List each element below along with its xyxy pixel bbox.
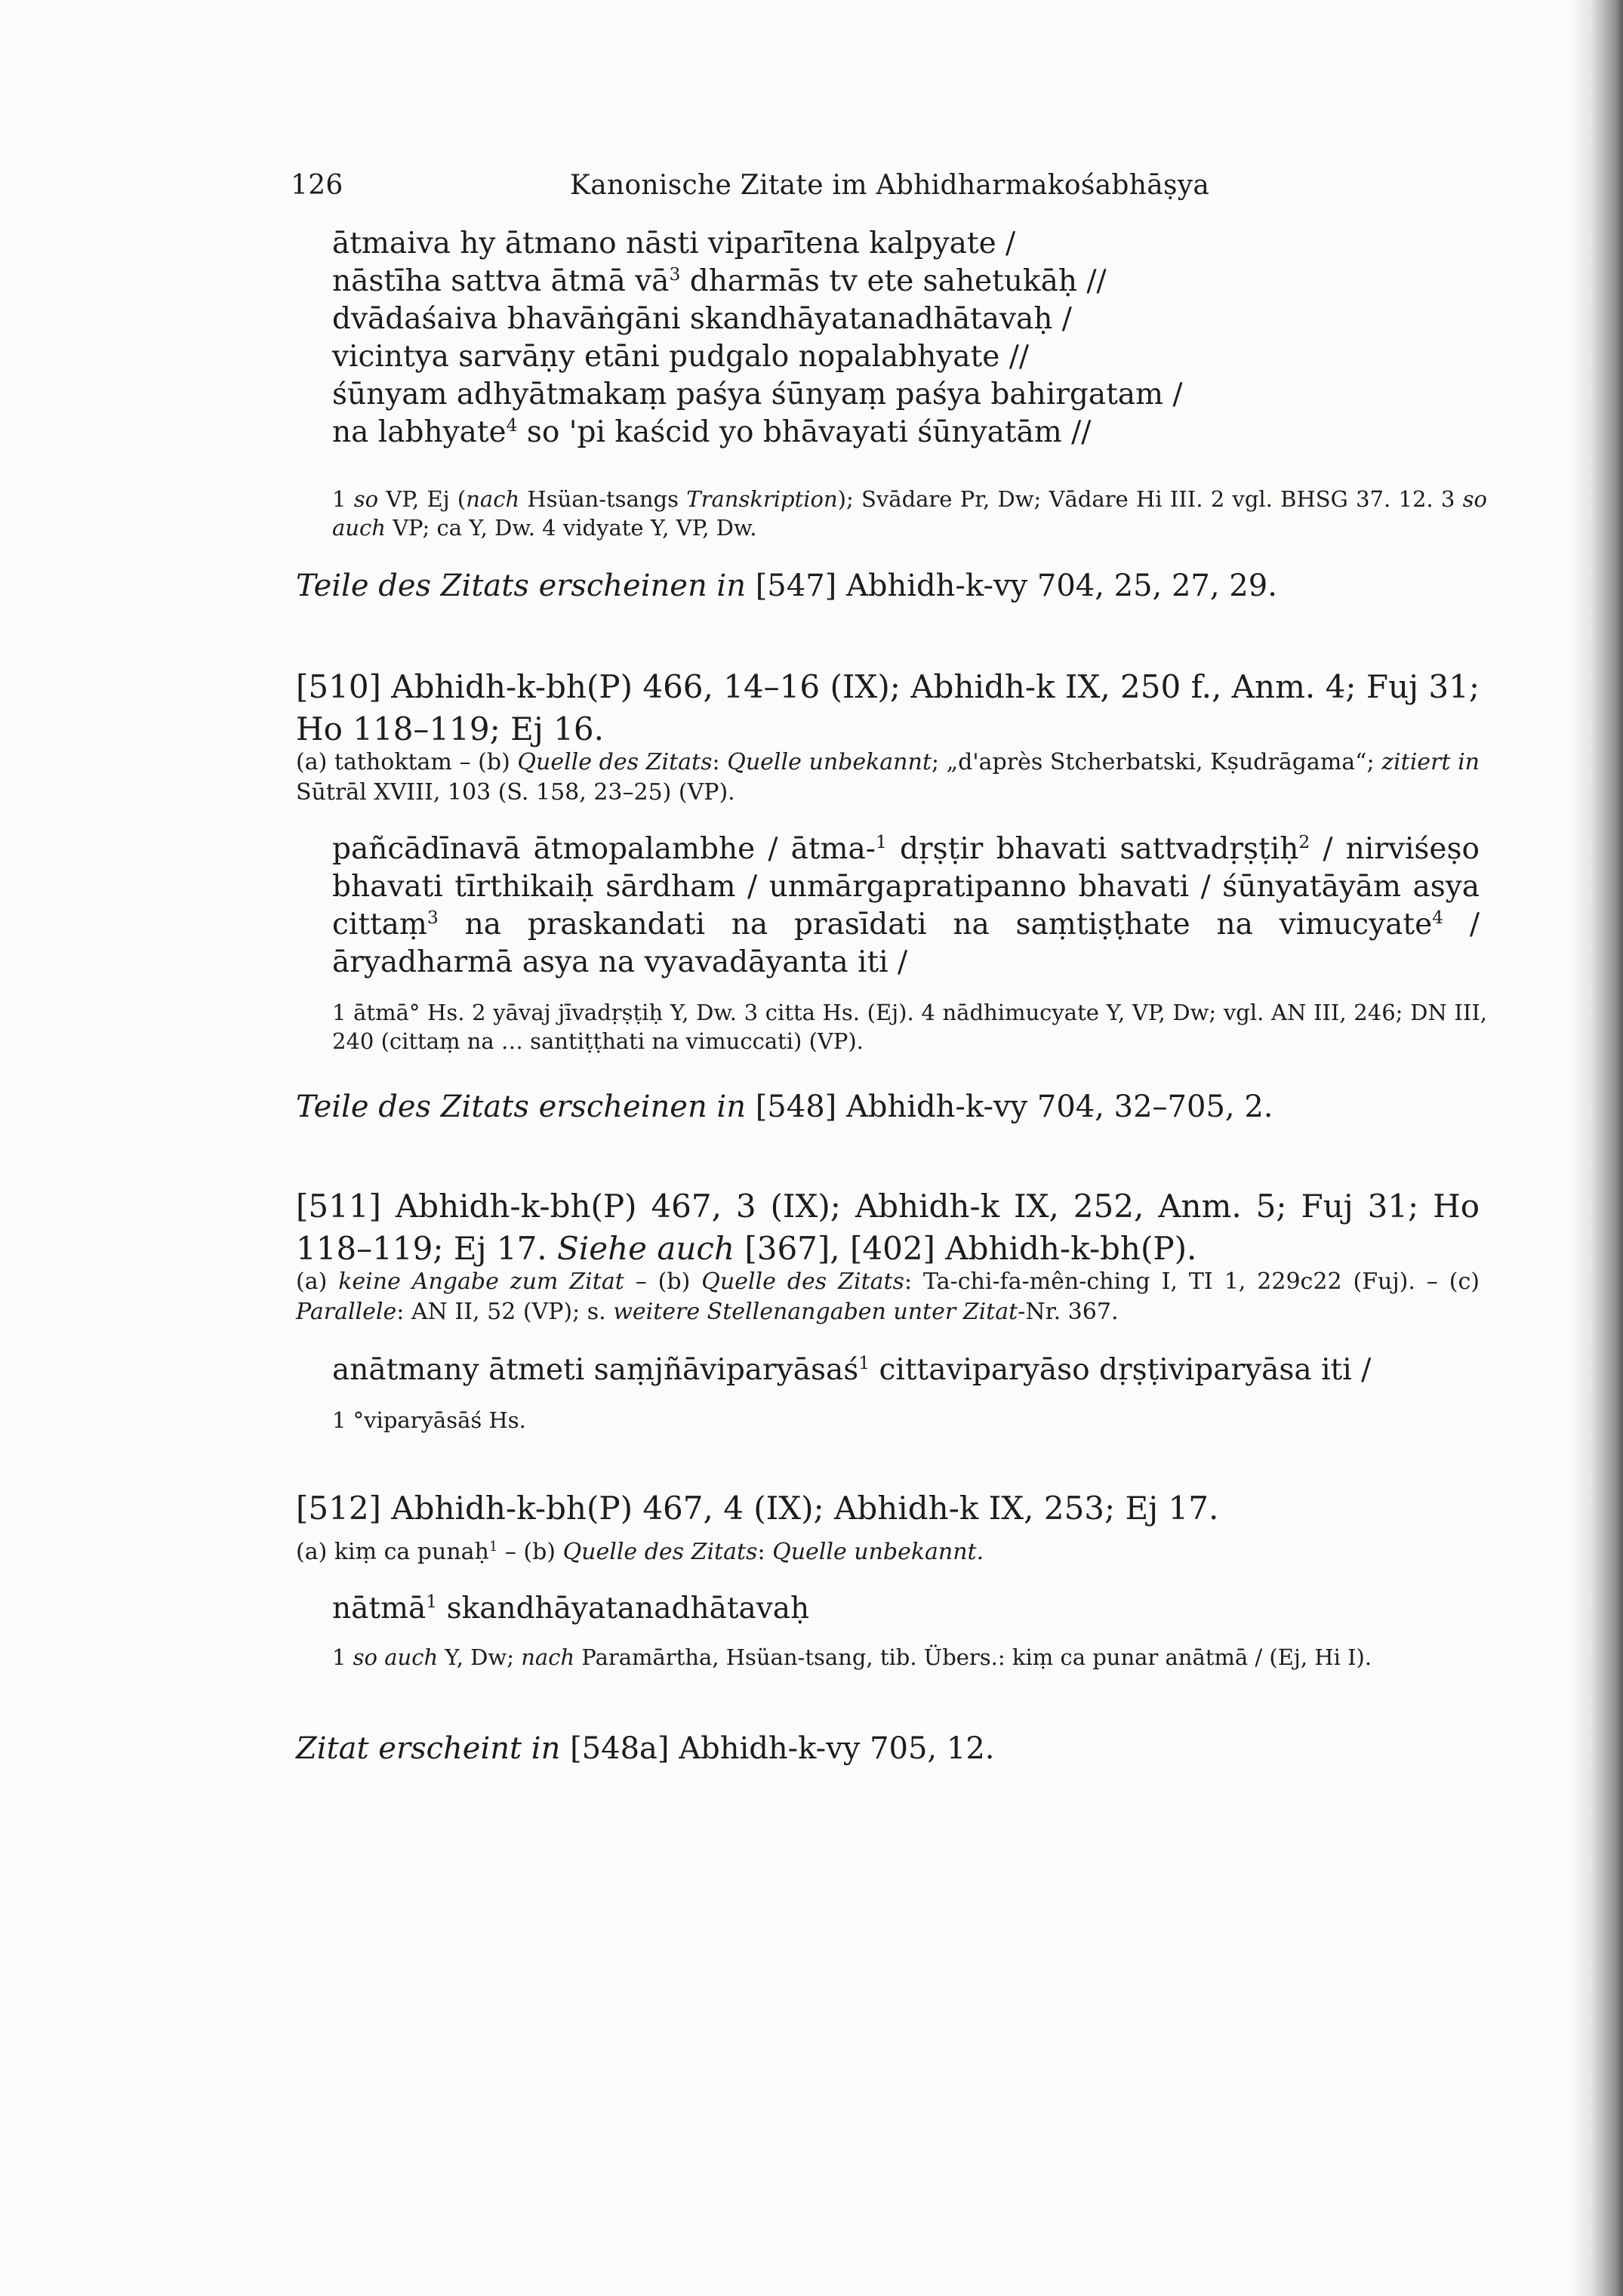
footnotes-510: [332, 998, 1487, 1056]
text-segment: Y, Dw;: [438, 1644, 522, 1670]
text-segment: dharmās tv ete sahetukāḥ //: [680, 264, 1107, 298]
entry-meta-510: [296, 747, 1480, 808]
running-title: Kanonische Zitate im Abhidharmakośabhāṣya: [570, 170, 1210, 201]
text-segment: / nirviśeṣo bhavati tīrthikaiḥ sārdham / unmārgapratipanno bhavati / śūnyatāyām asya cittaṃ: [332, 832, 1480, 942]
text-segment: dṛṣṭir bhavati sattvadṛṣṭiḥ: [886, 832, 1299, 866]
text-segment: nach: [521, 1644, 575, 1670]
text-segment: – (b): [624, 1268, 702, 1295]
text-segment: skandhāyatanadhātavaḥ: [437, 1592, 810, 1626]
entry-heading-510: [510] Abhidh-k-bh(P) 466, 14–16 (IX); Abhidh-k IX, 250 f., Anm. 4; Fuj 31; Ho 118–119; Ej 16.: [296, 668, 1480, 747]
text-segment: zitiert in: [1381, 749, 1480, 775]
text-segment: so auch: [332, 486, 1487, 541]
text-segment: 1 ātmā° Hs. 2 yāvaj jīvadṛṣṭiḥ Y, Dw. 3 citta Hs. (Ej). 4 nādhimucyate Y, VP, Dw; vgl. AN III, 246; DN III, 240 (cittaṃ na … santiṭṭhati na vimuccati) (VP).: [332, 1000, 1487, 1054]
text-segment: :: [712, 749, 728, 775]
text-segment: weitere Stellenangaben unter Zitat-: [613, 1299, 1026, 1325]
verse-line: [332, 300, 1510, 338]
text-segment: ātmaiva hy ātmano nāsti viparītena kalpyate /: [332, 227, 1016, 260]
text-segment: [511] Abhidh-k-bh(P) 467, 3 (IX); Abhidh-k IX, 252, Anm. 5; Fuj 31; Ho 118–119; Ej 17.: [296, 1188, 1480, 1267]
entry-meta-512: [296, 1537, 1480, 1567]
text-segment: Quelle unbekannt: [727, 749, 932, 775]
text-segment: nach: [466, 486, 520, 512]
text-segment: ); Svādare Pr, Dw; Vādare Hi III. 2 vgl. BHSG 37. 12. 3: [837, 486, 1463, 512]
text-segment: Sūtrāl XVIII, 103 (S. 158, 23–25) (VP).: [296, 779, 735, 806]
text-segment: ; „d'après Stcherbatski, Kṣudrāgama“;: [931, 749, 1382, 775]
footnote-marker: 3: [427, 907, 439, 928]
entry-text-510: [332, 831, 1480, 982]
footnote-marker: 1: [426, 1591, 438, 1612]
text-segment: Quelle des Zitats: [562, 1539, 758, 1565]
cross-reference-510: [296, 1087, 1480, 1126]
text-segment: 1: [332, 486, 354, 512]
text-segment: (a) tathoktam – (b): [296, 749, 518, 775]
footnote-marker: 4: [506, 415, 518, 436]
text-segment: Hsüan-tsangs: [519, 486, 687, 512]
text-segment: / āryadharmā asya na vyavadāyanta iti /: [332, 908, 1480, 979]
text-segment: pañcādīnavā ātmopalambhe / ātma-: [332, 832, 876, 866]
page-number: 126: [291, 170, 343, 201]
text-segment: Siehe auch: [557, 1230, 735, 1267]
text-segment: so: [353, 486, 379, 512]
footnote-marker: 1: [488, 1539, 498, 1555]
text-segment: so 'pi kaścid yo bhāvayati śūnyatām //: [517, 415, 1092, 449]
text-segment: Quelle des Zitats: [517, 749, 713, 775]
text-segment: nātmā: [332, 1592, 427, 1626]
text-segment: Parallele: [296, 1299, 397, 1325]
text-segment: [548a] Abhidh-k-vy 705, 12.: [560, 1731, 995, 1766]
text-segment: – (b): [497, 1539, 563, 1565]
footnotes: [332, 485, 1487, 542]
text-segment: 1: [332, 1644, 353, 1670]
entry-heading-511: [296, 1185, 1480, 1270]
entry-text-512: [332, 1590, 1480, 1628]
text-segment: cittaviparyāso dṛṣṭiviparyāsa iti /: [870, 1353, 1372, 1387]
footnote-marker: 3: [669, 264, 681, 285]
text-segment: na praskandati na prasīdati na saṃtiṣṭhate na vimucyate: [438, 908, 1433, 942]
verse-line: [332, 263, 1510, 300]
text-segment: dvādaśaiva bhavāṅgāni skandhāyatanadhātavaḥ /: [332, 302, 1072, 336]
text-segment: keine Angabe zum Zitat: [338, 1268, 624, 1295]
text-segment: anātmany ātmeti saṃjñāviparyāsaś: [332, 1353, 859, 1387]
text-segment: [367], [402] Abhidh-k-bh(P).: [735, 1230, 1197, 1267]
text-segment: [547] Abhidh-k-vy 704, 25, 27, 29.: [745, 569, 1277, 603]
text-segment: 1 °viparyāsāś Hs.: [332, 1407, 526, 1433]
scan-edge-shadow: [1570, 0, 1623, 2296]
entry-meta-511: [296, 1267, 1480, 1327]
text-segment: Teile des Zitats erscheinen in: [296, 1089, 746, 1124]
text-segment: : Ta-chi-fa-mên-ching I, TI 1, 229c22 (Fuj). – (c): [904, 1268, 1480, 1295]
text-segment: Nr. 367.: [1025, 1299, 1119, 1325]
verse-line: [332, 225, 1510, 263]
verse-line: [332, 414, 1510, 451]
text-segment: : AN II, 52 (VP); s.: [396, 1299, 614, 1325]
verse-line: [332, 338, 1510, 376]
text-segment: VP, Ej (: [378, 486, 467, 512]
text-segment: :: [757, 1539, 773, 1565]
text-segment: Transkription: [686, 486, 838, 512]
text-segment: Zitat erscheint in: [296, 1731, 561, 1766]
text-segment: (a): [296, 1268, 339, 1295]
text-segment: Quelle unbekannt.: [772, 1539, 984, 1565]
entry-heading-512: [512] Abhidh-k-bh(P) 467, 4 (IX); Abhidh-k IX, 253; Ej 17.: [296, 1490, 1219, 1527]
text-segment: VP; ca Y, Dw. 4 vidyate Y, VP, Dw.: [385, 515, 757, 541]
cross-reference: [296, 566, 1480, 606]
cross-reference-512: [296, 1729, 1480, 1768]
footnote-marker: 2: [1298, 831, 1310, 852]
footnotes-511: [332, 1406, 1487, 1435]
text-segment: [548] Abhidh-k-vy 704, 32–705, 2.: [745, 1089, 1273, 1124]
text-segment: na labhyate: [332, 415, 507, 449]
footnote-marker: 1: [875, 831, 887, 852]
text-segment: Quelle des Zitats: [701, 1268, 904, 1295]
entry-text-511: [332, 1351, 1480, 1389]
footnote-marker: 4: [1432, 907, 1444, 928]
footnote-marker: 1: [858, 1352, 870, 1373]
verse-block: [332, 225, 1510, 451]
text-segment: śūnyam adhyātmakaṃ paśya śūnyaṃ paśya bahirgatam /: [332, 378, 1183, 411]
text-segment: so auch: [353, 1644, 439, 1670]
verse-line: [332, 376, 1510, 414]
text-segment: Paramārtha, Hsüan-tsang, tib. Übers.: kiṃ ca punar anātmā / (Ej, Hi I).: [574, 1644, 1372, 1670]
text-segment: Teile des Zitats erscheinen in: [296, 569, 746, 603]
footnotes-512: [332, 1643, 1487, 1672]
text-segment: nāstīha sattva ātmā vā: [332, 264, 670, 298]
text-segment: (a) kiṃ ca punaḥ: [296, 1539, 489, 1565]
text-segment: vicintya sarvāṇy etāni pudgalo nopalabhyate //: [332, 340, 1029, 374]
